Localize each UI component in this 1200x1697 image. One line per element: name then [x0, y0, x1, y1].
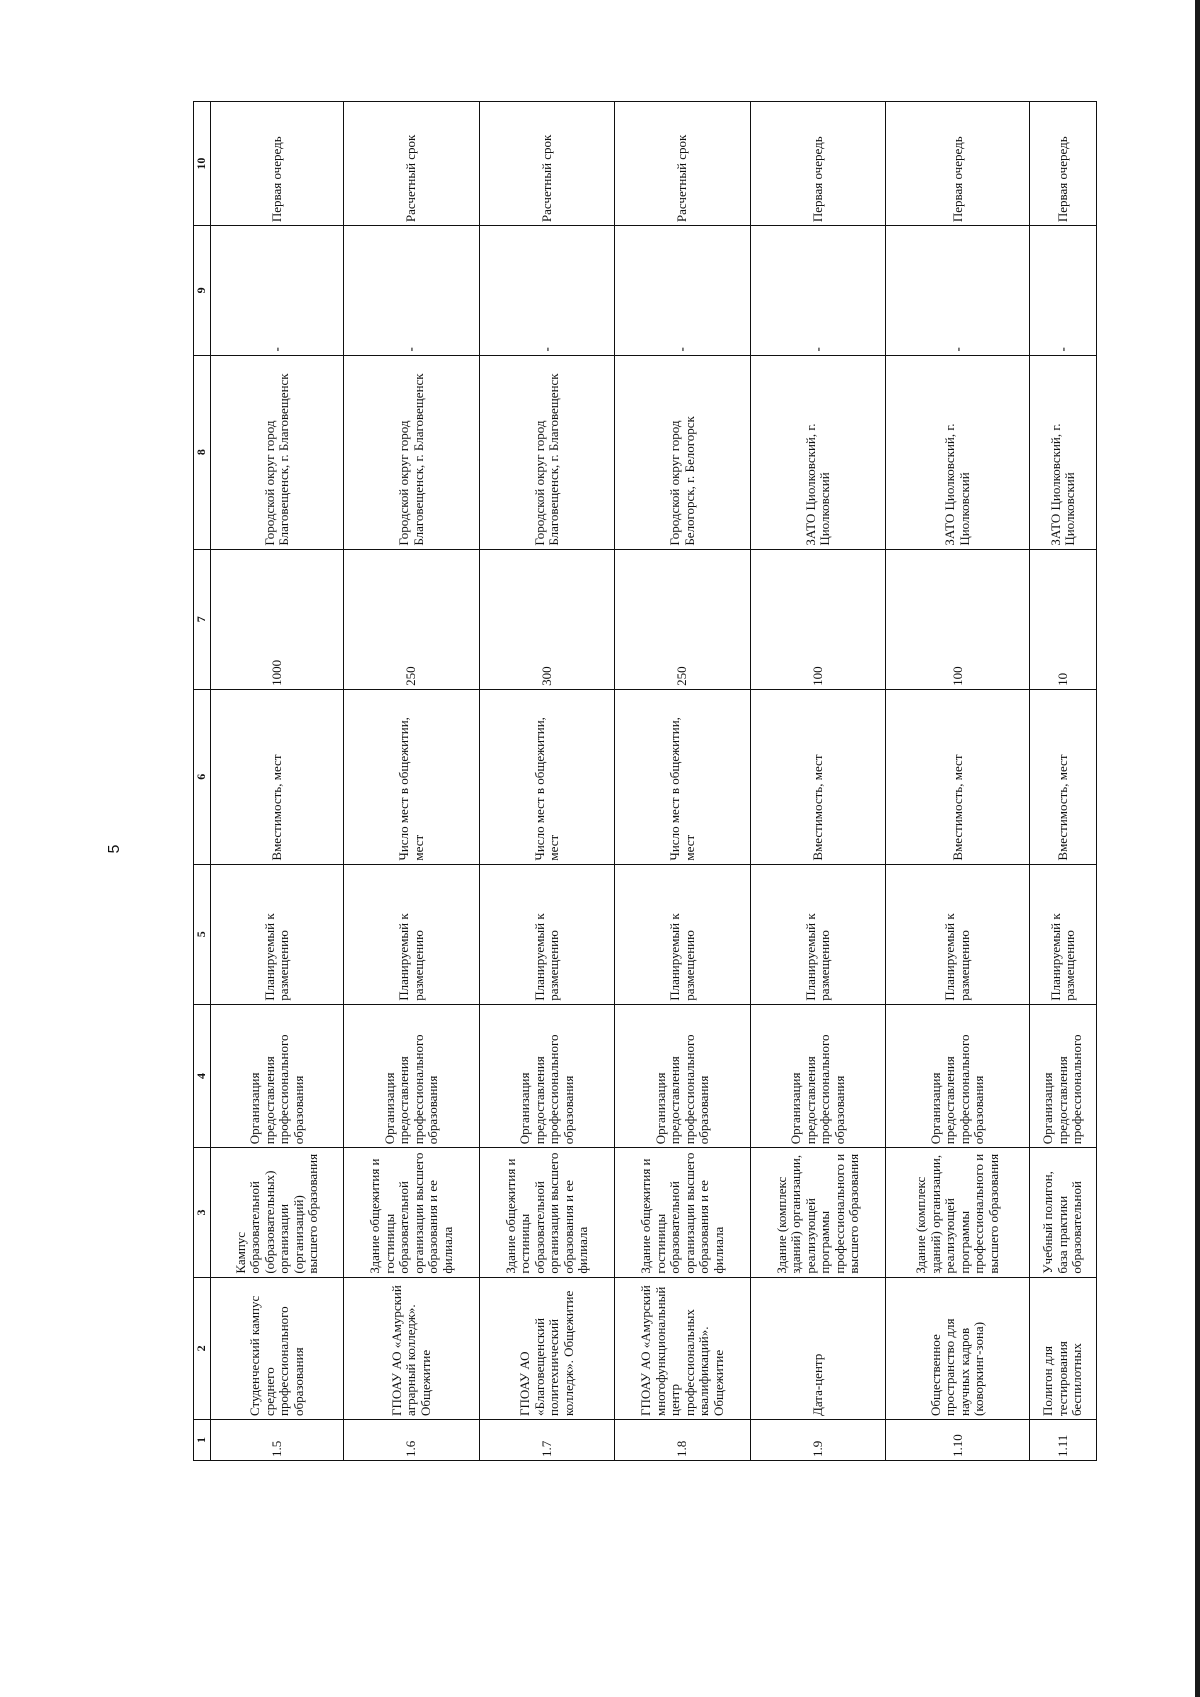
characteristic-value: 100	[750, 549, 886, 689]
characteristic-value: 100	[886, 549, 1030, 689]
object-name: Общественное пространство для научных кадров (коворкинг-зона)	[886, 1277, 1030, 1419]
header-row	[194, 102, 211, 1461]
column-header: 6	[194, 689, 211, 864]
object-status: Планируемый к размещению	[1030, 864, 1097, 1004]
object-status: Планируемый к размещению	[479, 864, 615, 1004]
implementation-term: Первая очередь	[211, 102, 344, 226]
column-header: 8	[194, 355, 211, 549]
objects-table	[193, 101, 1097, 1461]
characteristic: Число мест в общежитии, мест	[344, 689, 480, 864]
location: Городской округ город Благовещенск, г. Благовещенск	[211, 355, 344, 549]
row-number: 1.7	[479, 1420, 615, 1461]
object-status: Планируемый к размещению	[750, 864, 886, 1004]
table-row	[1030, 102, 1097, 1461]
location: Городской округ город Белогорск, г. Белогорск	[615, 355, 751, 549]
rotated-table-wrapper	[193, 101, 1097, 1461]
object-type: Здание (комплекс зданий) организации, реализующей программы профессионального и высшего образования	[750, 1148, 886, 1277]
characteristic-value: 1000	[211, 549, 344, 689]
zone: -	[886, 226, 1030, 355]
location: Городской округ город Благовещенск, г. Благовещенск	[479, 355, 615, 549]
object-status: Планируемый к размещению	[886, 864, 1030, 1004]
zone: -	[211, 226, 344, 355]
row-number: 1.10	[886, 1420, 1030, 1461]
implementation-term: Расчетный срок	[344, 102, 480, 226]
characteristic: Вместимость, мест	[750, 689, 886, 864]
implementation-term: Расчетный срок	[479, 102, 615, 226]
column-header: 3	[194, 1148, 211, 1277]
table-row	[479, 102, 615, 1461]
implementation-term: Первая очередь	[886, 102, 1030, 226]
implementation-term: Расчетный срок	[615, 102, 751, 226]
characteristic: Число мест в общежитии, мест	[615, 689, 751, 864]
location: Городской округ город Благовещенск, г. Благовещенск	[344, 355, 480, 549]
object-name: Дата-центр	[750, 1277, 886, 1419]
zone: -	[1030, 226, 1097, 355]
object-type: Кампус образовательной (образовательных) организации (организаций) высшего образования	[211, 1148, 344, 1277]
characteristic: Вместимость, мест	[886, 689, 1030, 864]
table-row	[344, 102, 480, 1461]
zone: -	[750, 226, 886, 355]
table-row	[886, 102, 1030, 1461]
zone: -	[615, 226, 751, 355]
object-kind: Организация предоставления профессионального образования	[750, 1004, 886, 1147]
row-number: 1.11	[1030, 1420, 1097, 1461]
object-status: Планируемый к размещению	[211, 864, 344, 1004]
location: ЗАТО Циолковский, г. Циолковский	[1030, 355, 1097, 549]
location: ЗАТО Циолковский, г. Циолковский	[750, 355, 886, 549]
scan-edge	[1195, 0, 1200, 1697]
row-number: 1.6	[344, 1420, 480, 1461]
column-header: 4	[194, 1004, 211, 1147]
implementation-term: Первая очередь	[1030, 102, 1097, 226]
characteristic: Вместимость, мест	[1030, 689, 1097, 864]
object-kind: Организация предоставления профессионального образования	[886, 1004, 1030, 1147]
object-type: Здание (комплекс зданий) организации, реализующей программы профессионального и высшего образования	[886, 1148, 1030, 1277]
row-number: 1.8	[615, 1420, 751, 1461]
object-status: Планируемый к размещению	[344, 864, 480, 1004]
characteristic-value: 300	[479, 549, 615, 689]
object-type: Здание общежития и гостиницы образовательной организации высшего образования и ее филиала	[615, 1148, 751, 1277]
zone: -	[479, 226, 615, 355]
object-kind: Организация предоставления профессионального образования	[479, 1004, 615, 1147]
characteristic-value: 250	[344, 549, 480, 689]
characteristic-value: 250	[615, 549, 751, 689]
object-type: Учебный полигон, база практики образовательной	[1030, 1148, 1097, 1277]
object-kind: Организация предоставления профессионального образования	[615, 1004, 751, 1147]
object-type: Здание общежития и гостиницы образовательной организации высшего образования и ее филиала	[479, 1148, 615, 1277]
characteristic: Число мест в общежитии, мест	[479, 689, 615, 864]
column-header: 10	[194, 102, 211, 226]
zone: -	[344, 226, 480, 355]
object-name: ГПОАУ АО «Амурский аграрный колледж». Общежитие	[344, 1277, 480, 1419]
row-number: 1.5	[211, 1420, 344, 1461]
object-kind: Организация предоставления профессионального образования	[344, 1004, 480, 1147]
characteristic: Вместимость, мест	[211, 689, 344, 864]
row-number: 1.9	[750, 1420, 886, 1461]
table-row	[211, 102, 344, 1461]
object-name: Полигон для тестирования беспилотных	[1030, 1277, 1097, 1419]
object-name: Студенческий кампус среднего профессионального образования	[211, 1277, 344, 1419]
implementation-term: Первая очередь	[750, 102, 886, 226]
table-row	[615, 102, 751, 1461]
object-status: Планируемый к размещению	[615, 864, 751, 1004]
column-header: 7	[194, 549, 211, 689]
location: ЗАТО Циолковский, г. Циолковский	[886, 355, 1030, 549]
column-header: 1	[194, 1420, 211, 1461]
object-name: ГПОАУ АО «Благовещенский политехнический колледж». Общежитие	[479, 1277, 615, 1419]
column-header: 9	[194, 226, 211, 355]
object-kind: Организация предоставления профессионального образования	[211, 1004, 344, 1147]
object-name: ГПОАУ АО «Амурский многофункциональный центр профессиональных квалификаций». Общежитие	[615, 1277, 751, 1419]
object-type: Здание общежития и гостиницы образовательной организации высшего образования и ее филиала	[344, 1148, 480, 1277]
table-row	[750, 102, 886, 1461]
page-number: 5	[106, 844, 123, 854]
column-header: 2	[194, 1277, 211, 1419]
characteristic-value: 10	[1030, 549, 1097, 689]
column-header: 5	[194, 864, 211, 1004]
object-kind: Организация предоставления профессионального	[1030, 1004, 1097, 1147]
